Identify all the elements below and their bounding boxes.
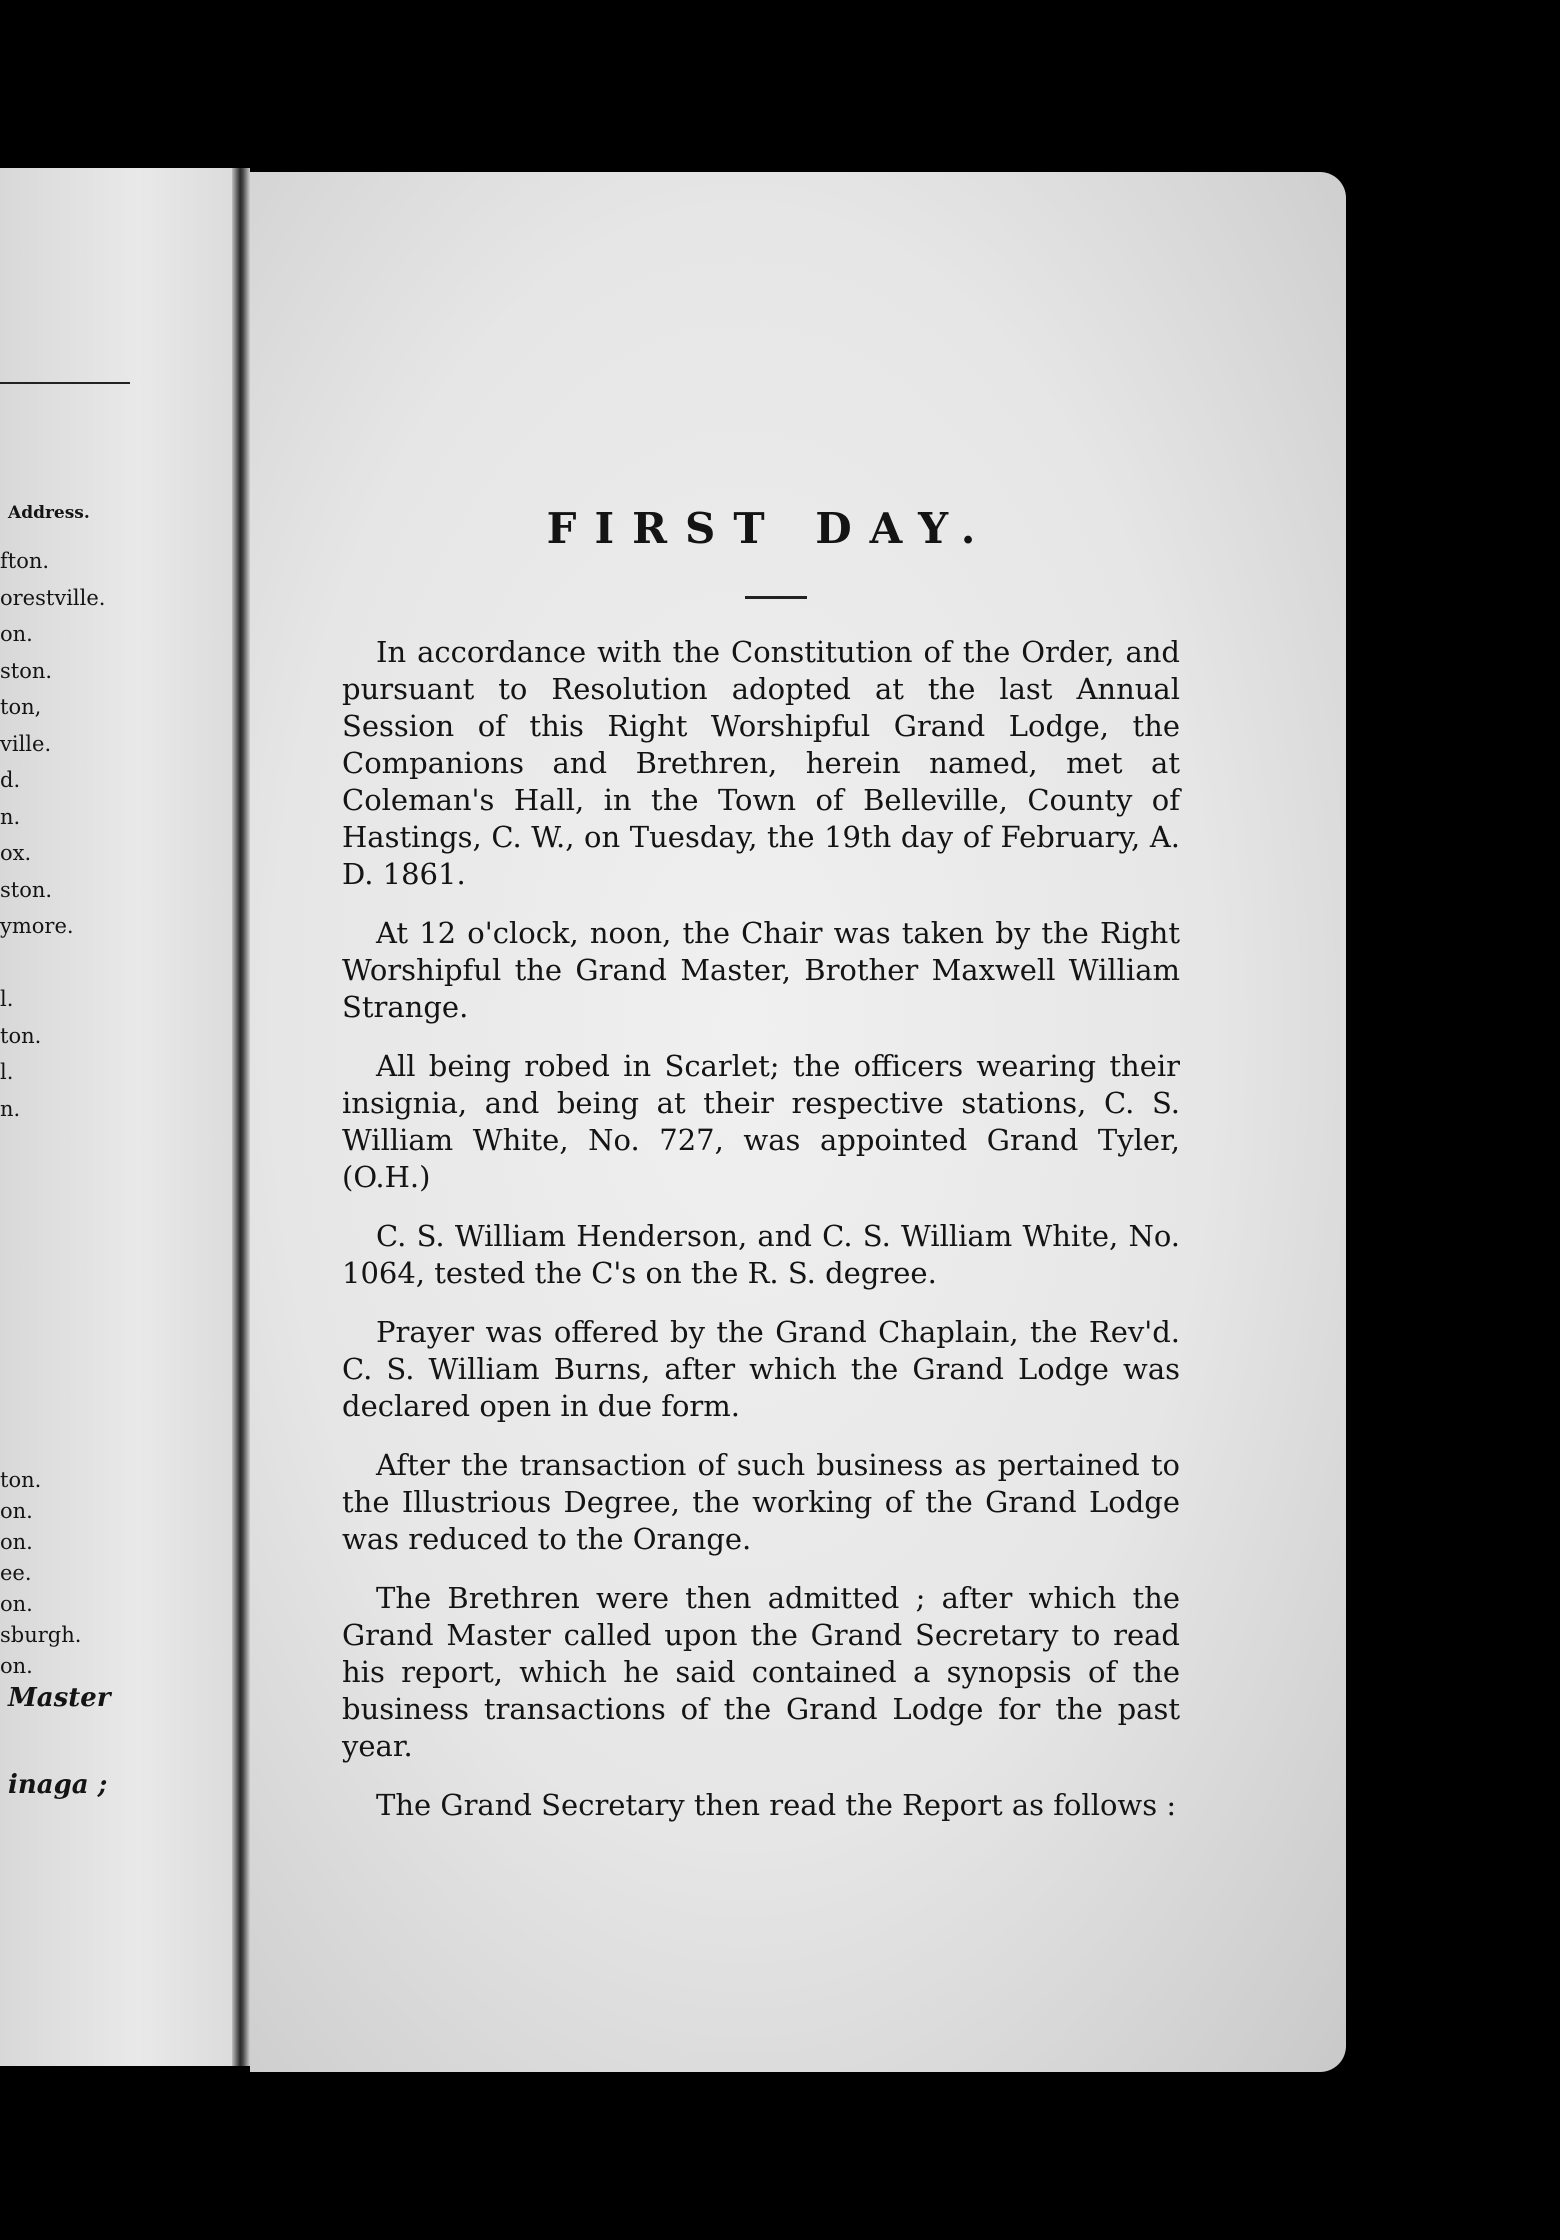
address-item: d.: [0, 768, 21, 792]
book-gutter: [232, 168, 250, 2066]
address-item: fton.: [0, 549, 50, 573]
address-item: on.: [0, 1499, 33, 1523]
address-list: [0, 543, 105, 1127]
address-item: on.: [0, 622, 33, 646]
address-item: [0, 945, 105, 982]
address-item: ston.: [0, 877, 53, 902]
address-item: ymore.: [0, 914, 74, 938]
address-item: ton.: [0, 1023, 42, 1048]
address-list-lower: [0, 1465, 81, 1682]
left-page-fragment: [0, 168, 232, 2066]
address-item: ville.: [0, 731, 52, 756]
paragraph: C. S. William Henderson, and C. S. William White, No. 1064, tested the C's on the R. S. degree.: [342, 1219, 1180, 1290]
paragraph: All being robed in Scarlet; the officers wearing their insignia, and being at their respective stations, C. S. William White, No. 727, was appointed Grand Tyler, (O.H.): [342, 1049, 1180, 1194]
paragraph: In accordance with the Constitution of the Order, and pursuant to Resolution adopted at the last Annual Session of this Right Worshipful Grand Lodge, the Companions and Brethren, herein named, met at Coleman's Hall, in the Town of Belleville, County of Hastings, C. W., on Tuesday, the 19th day of February, A. D. 1861.: [342, 635, 1180, 891]
address-item: on.: [0, 1530, 33, 1554]
address-item: l.: [0, 987, 14, 1011]
paragraph: The Grand Secretary then read the Report as follows :: [376, 1788, 1177, 1822]
address-item: n.: [0, 804, 21, 829]
right-page: [250, 172, 1346, 2072]
address-item: n.: [0, 1096, 21, 1121]
paragraph: Prayer was offered by the Grand Chaplain, the Rev'd. C. S. William Burns, after which the Grand Lodge was declared open in due form.: [342, 1315, 1180, 1423]
address-item: orestville.: [0, 585, 106, 610]
address-item: on.: [0, 1592, 33, 1616]
left-page-rule: [0, 382, 130, 384]
page-title: FIRST DAY.: [546, 504, 994, 553]
address-item: ton.: [0, 1468, 42, 1492]
address-item: sburgh.: [0, 1623, 82, 1647]
page-body: [342, 634, 1180, 1846]
address-column-heading: Address.: [8, 503, 90, 523]
address-item: ston.: [0, 658, 53, 683]
left-italic-fragment: inaga ;: [8, 1770, 108, 1800]
address-item: ton,: [0, 695, 42, 719]
address-item: on.: [0, 1654, 33, 1678]
address-item: l.: [0, 1060, 14, 1084]
address-item: ee.: [0, 1561, 32, 1585]
left-italic-master: Master: [8, 1683, 111, 1713]
paragraph: After the transaction of such business as pertained to the Illustrious Degree, the working of the Grand Lodge was reduced to the Orange.: [342, 1448, 1180, 1556]
paragraph: At 12 o'clock, noon, the Chair was taken by the Right Worshipful the Grand Master, Brother Maxwell William Strange.: [342, 916, 1180, 1024]
paragraph: The Brethren were then admitted ; after which the Grand Master called upon the Grand Secretary to read his report, which he said contained a synopsis of the business transactions of the Grand Lodge for the past year.: [342, 1581, 1180, 1763]
title-rule: [745, 596, 807, 599]
address-item: ox.: [0, 841, 32, 865]
